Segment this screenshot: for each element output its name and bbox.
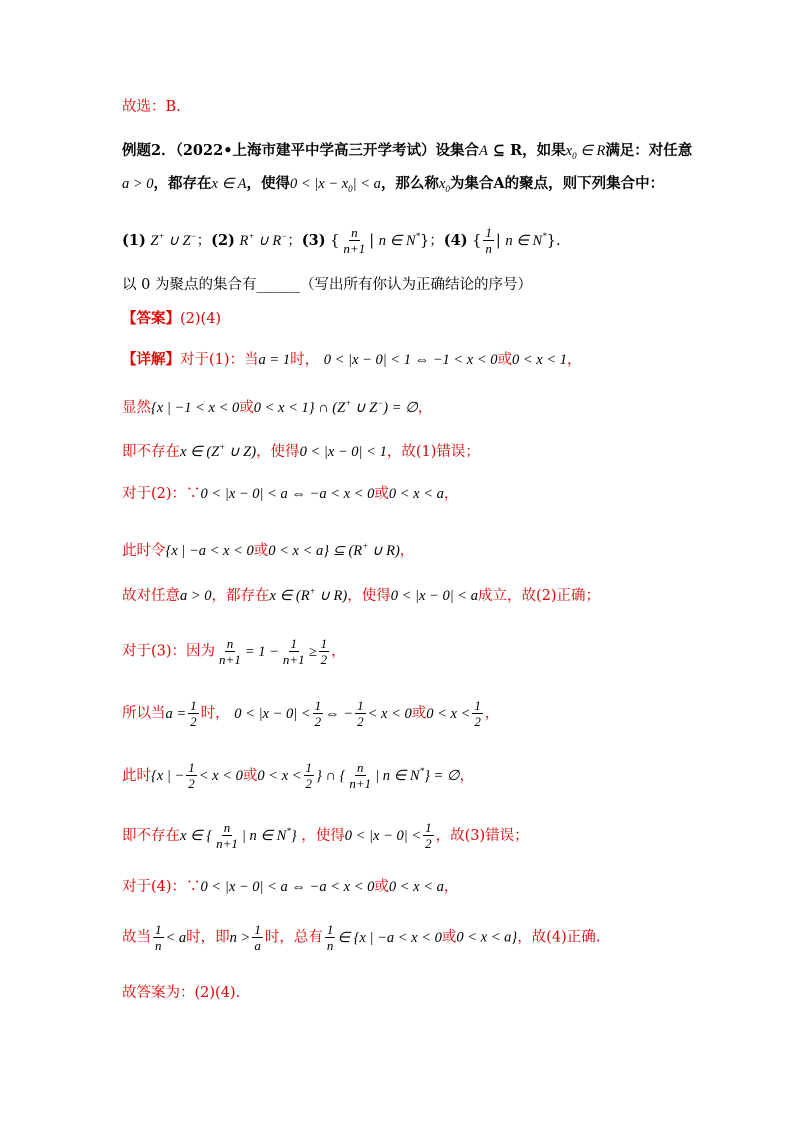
detail-line-12: 故当 $\frac{1}{n}$ < a时，即n > $\frac{1}{a}$ 时，总有 $\frac{1}{n}$ ∈ {x | −a < x < 0或0 < x < a}，故(4)正确.: [122, 922, 601, 953]
detail-line-8: 所以当a = $\frac{1}{2}$ 时， 0 < |x − 0| < $\frac{1}{2}$ ⇔ − $\frac{1}{2}$ < x < 0或0 < x < $\frac{1}{2}$ ，: [122, 698, 500, 729]
detail-line-11: 对于(4)：∵0 < |x − 0| < a ⇔ −a < x < 0或0 < x < a，: [122, 879, 459, 895]
detail-line-4: 对于(2)：∵0 < |x − 0| < a ⇔ −a < x < 0或0 < x < a，: [122, 486, 459, 502]
detail-line-3: 即不存在x ∈ (Z+ ∪ Z)，使得0 < |x − 0| < 1，故(1)错误；: [122, 442, 480, 460]
detail-line-6: 故对任意a > 0，都存在x ∈ (R+ ∪ R)，使得0 < |x − 0| < a成立，故(2)正确；: [122, 586, 601, 604]
final-answer-line: 故答案为：(2)(4).: [122, 985, 241, 1001]
detail-line-9: 此时{x | − $\frac{1}{2}$ < x < 0或0 < x < $\frac{1}{2}$ } ∩ { $\frac{n}{n+1}$ | n ∈ N*} = ∅，: [122, 760, 475, 792]
answer-line: 【答案】(2)(4): [122, 310, 222, 327]
detail-line-7: 对于(3)：因为 $\frac{n}{n+1}$ = 1 − $\frac{1}{n+1}$ ≥ $\frac{1}{2}$ ，: [122, 636, 346, 667]
detail-line-10: 即不存在x ∈ { $\frac{n}{n+1}$ | n ∈ N*} ，使得0 < |x − 0| < $\frac{1}{2}$ ，故(3)错误；: [122, 820, 529, 852]
answer-choice-line: 故选：B.: [122, 99, 181, 115]
detail-line-2: 显然{x | −1 < x < 0或0 < x < 1} ∩ (Z+ ∪ Z−) = ∅，: [122, 398, 433, 416]
detail-line-1: 【详解】对于(1)：当a = 1时， 0 < |x − 0| < 1 ⇔ −1 < x < 0或0 < x < 1，: [122, 351, 582, 368]
example-condition: a > 0，都存在x ∈ A，使得$0 < |x - x_0| < a$，那么称$x_0$为集合A的聚点，则下列集合中：: [122, 175, 665, 194]
fill-blank-prompt: 以 0 为聚点的集合有______（写出所有你认为正确结论的序号）: [122, 277, 532, 293]
set-options: (1) Z+ ∪ Z−；(2) R+ ∪ R−；(3) { $\frac{n}{n+1}$ | n ∈ N*}；(4) { $\frac{1}{n}$ | n ∈ N*}.: [122, 225, 561, 257]
detail-line-5: 此时令{x | −a < x < 0或0 < x < a} ⊆ (R+ ∪ R)，: [122, 541, 415, 559]
example-header: 例题2．（2022•上海市建平中学高三开学考试）设集合A ⊆ R，如果$x_0$ ∈ R满足：对任意: [122, 142, 693, 161]
